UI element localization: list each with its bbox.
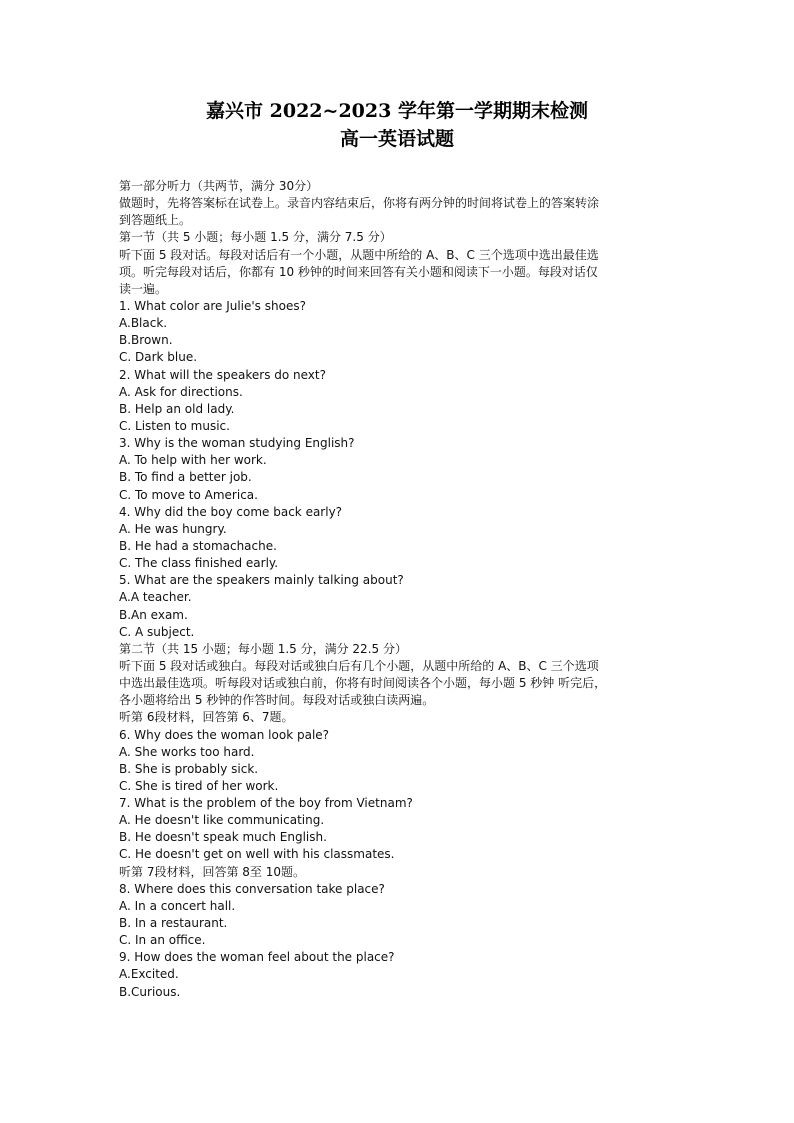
answer-option: B. She is probably sick. [119,761,259,776]
question: 7. What is the problem of the boy from Vietnam? [119,796,413,811]
answer-option: C. In an office. [119,933,206,948]
answer-option: B.Brown. [119,333,173,348]
instruction-text: 中选出最佳选项。听每段对话或独白前，你将有时间阅读各个小题，每小题 5 秒钟 听完后， [119,676,607,691]
answer-option: C. Dark blue. [119,350,198,365]
instruction-text: 听下面 5 段对话或独白。每段对话或独白后有几个小题，从题中所给的 A、B、C 三个选项 [119,658,599,673]
answer-option: A.Excited. [119,967,179,982]
material-heading: 听第 7段材料，回答第 8至 10题。 [119,864,305,879]
answer-option: A. Ask for directions. [119,384,243,399]
answer-option: B. He had a stomachache. [119,538,277,553]
section-heading: 第一节（共 5 小题；每小题 1.5 分，满分 7.5 分） [119,230,392,245]
section-heading: 第一部分听力（共两节，满分 30分） [119,179,319,193]
answer-option: C. A subject. [119,624,195,639]
question: 5. What are the speakers mainly talking about? [119,573,404,588]
section-heading: 第二节（共 15 小题；每小题 1.5 分，满分 22.5 分） [119,641,407,656]
instruction-text: 项。听完每段对话后，你都有 10 秒钟的时间来回答有关小题和阅读下一小题。每段对话仅 [119,264,598,279]
answer-option: A. She works too hard. [119,744,255,759]
answer-option: C. To move to America. [119,487,258,502]
question: 4. Why did the boy come back early? [119,504,343,519]
answer-option: A. He was hungry. [119,521,227,536]
answer-option: A. To help with her work. [119,453,267,468]
exam-subtitle: 高一英语试题 [339,128,454,150]
answer-option: B. He doesn't speak much English. [119,830,327,845]
answer-option: B. Help an old lady. [119,401,235,416]
instruction-text: 各小题将给出 5 秒钟的作答时间。每段对话或独白读两遍。 [119,693,435,708]
material-heading: 听第 6段材料，回答第 6、7题。 [119,710,294,725]
question: 1. What color are Julie's shoes? [119,298,306,313]
answer-option: C. He doesn't get on well with his classmates. [119,847,395,862]
instruction-text: 做题时，先将答案标在试卷上。录音内容结束后，你将有两分钟的时间将试卷上的答案转涂 [119,196,600,211]
answer-option: A. He doesn't like communicating. [119,813,325,828]
answer-option: C. Listen to music. [119,418,230,433]
answer-option: C. The class finished early. [119,556,279,571]
answer-option: B. To find a better job. [119,470,252,485]
question: 6. Why does the woman look pale? [119,727,330,742]
answer-option: B.Curious. [119,984,181,999]
instruction-text: 到答题纸上。 [119,213,192,228]
answer-option: A.Black. [119,316,168,331]
answer-option: C. She is tired of her work. [119,778,279,793]
answer-option: B. In a restaurant. [119,916,228,931]
question: 9. How does the woman feel about the place? [119,950,395,965]
instruction-text: 听下面 5 段对话。每段对话后有一个小题，从题中所给的 A、B、C 三个选项中选出最佳选 [119,247,599,262]
question: 3. Why is the woman studying English? [119,436,355,451]
answer-option: A. In a concert hall. [119,898,236,913]
exam-title: 嘉兴市 2022~2023 学年第一学期期末检测 [206,100,588,122]
question: 8. Where does this conversation take place? [119,881,385,896]
question: 2. What will the speakers do next? [119,367,326,382]
exam-body [119,178,679,1001]
instruction-text: 读一遍。 [119,281,168,296]
answer-option: B.An exam. [119,607,188,622]
answer-option: A.A teacher. [119,590,192,605]
